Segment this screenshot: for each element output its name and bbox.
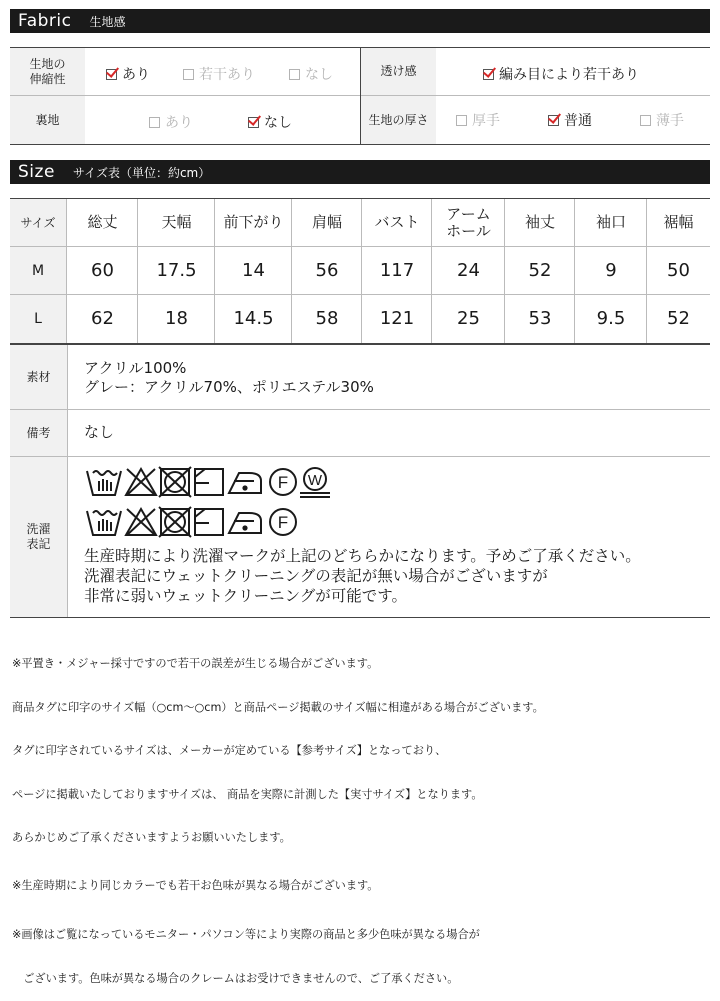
size-value-cell: 62	[91, 308, 114, 329]
hand-wash-30-icon	[87, 511, 121, 535]
lining-option-none: なし	[248, 112, 292, 132]
size-value-cell: 18	[165, 308, 188, 329]
no-bleach-icon	[126, 469, 156, 495]
size-label-m: M	[10, 247, 66, 294]
washing-note-1: 生産時期により洗濯マークが上記のどちらかになります。予めご了承ください。	[84, 547, 641, 565]
footnote-line: ※平置き・メジャー採寸ですので若干の誤差が生じる場合がございます。	[12, 657, 379, 670]
size-value-cell: 50	[667, 260, 690, 281]
size-value-cell: 121	[379, 308, 415, 329]
size-value-cell: 52	[528, 260, 552, 281]
remarks-text: なし	[84, 423, 115, 441]
washing-note-3: 非常に弱いウェットクリーニングが可能です。	[84, 587, 408, 605]
size-column-header: バスト	[374, 213, 420, 231]
thickness-option-thin: 薄手	[640, 110, 684, 130]
size-column-header: 肩幅	[311, 213, 342, 231]
size-column-header: 袖丈	[524, 213, 555, 231]
thickness-option-thick: 厚手	[456, 110, 500, 130]
size-section-header	[10, 160, 710, 184]
iron-low-icon	[229, 473, 261, 493]
care-symbols-row-2	[84, 501, 324, 541]
size-value-cell: 17.5	[156, 260, 197, 281]
checkbox-empty-icon	[289, 69, 300, 80]
footnote-line: あらかじめご了承くださいますようお願いいたします。	[12, 831, 291, 844]
size-value-cell: 117	[379, 260, 415, 281]
size-header-subtitle: サイズ表（単位：約cm）	[72, 165, 211, 180]
size-column-header: 袖口	[595, 213, 626, 231]
checkbox-empty-icon	[640, 115, 651, 126]
size-column-header: 前下がり	[223, 213, 284, 231]
size-value-cell: 60	[91, 260, 114, 281]
washing-label: 洗濯 表記	[26, 522, 51, 551]
no-bleach-icon	[126, 509, 156, 535]
lining-label: 裏地	[10, 96, 85, 144]
fabric-header-subtitle: 生地感	[89, 14, 126, 29]
line-dry-shade-icon	[195, 469, 223, 495]
size-column-header: 総丈	[87, 213, 118, 231]
size-header-title: Size	[18, 162, 55, 182]
dry-clean-f-icon	[270, 469, 296, 495]
checkbox-checked-icon	[248, 117, 259, 128]
size-value-cell: 56	[315, 260, 339, 281]
sheer-label: 透け感	[361, 48, 436, 95]
no-tumble-dry-icon	[159, 467, 191, 497]
sheer-option: 編み目により若干あり	[483, 64, 639, 84]
checkbox-empty-icon	[456, 115, 467, 126]
footnote-line: ページに掲載いたしておりますサイズは、 商品を実際に計測した【実寸サイズ】となります。	[12, 787, 483, 801]
iron-low-icon	[229, 513, 261, 533]
lining-option-yes: あり	[149, 112, 193, 132]
size-value-cell: 53	[528, 308, 552, 329]
thickness-label: 生地の厚さ	[361, 96, 436, 144]
material-line-1: アクリル100%	[84, 359, 187, 377]
size-value-cell: 9.5	[596, 308, 626, 329]
checkbox-empty-icon	[183, 69, 194, 80]
size-column-header: 天幅	[161, 213, 192, 231]
size-table	[10, 198, 710, 344]
stretch-option-none: なし	[289, 64, 333, 84]
size-value-cell: 52	[667, 308, 690, 329]
details-table	[10, 344, 710, 618]
washing-note-2: 洗濯表記にウェットクリーニングの表記が無い場合がございますが	[84, 567, 548, 585]
thickness-option-normal: 普通	[548, 110, 592, 130]
size-label-l: L	[10, 295, 66, 343]
size-value-cell: 14	[242, 260, 265, 281]
stretch-label: 生地の 伸縮性	[10, 48, 85, 95]
size-value-cell: 25	[457, 308, 480, 329]
material-label: 素材	[26, 369, 51, 384]
checkbox-checked-icon	[106, 69, 117, 80]
svg-text:F: F	[277, 513, 289, 532]
fabric-header-title: Fabric	[18, 11, 72, 31]
hand-wash-30-icon	[87, 471, 121, 495]
material-line-2: グレー：アクリル70%、ポリエステル30%	[84, 378, 374, 396]
checkbox-empty-icon	[149, 117, 160, 128]
size-table-corner: サイズ	[10, 199, 66, 246]
footnote-line: ※画像はご覧になっているモニター・パソコン等により実際の商品と多少色味が異なる場合が	[12, 928, 480, 941]
size-column-header: 裾幅	[663, 213, 694, 231]
size-value-cell: 24	[457, 260, 480, 281]
svg-text:W: W	[307, 472, 323, 489]
checkbox-checked-icon	[548, 115, 559, 126]
wet-clean-w-icon	[300, 468, 330, 497]
footnote-line: 商品タグに印字のサイズ幅（○cm〜○cm）と商品ページ掲載のサイズ幅に相違がある場合がございます。	[12, 700, 544, 714]
size-value-cell: 9	[605, 260, 617, 281]
remarks-label: 備考	[26, 425, 51, 440]
stretch-option-slight: 若干あり	[183, 64, 255, 84]
footnotes	[12, 628, 544, 1001]
stretch-option-yes: あり	[106, 64, 150, 84]
footnote-line: ございます。色味が異なる場合のクレームはお受けできませんので、ご了承ください。	[12, 971, 459, 985]
footnote-line: ※生産時期により同じカラーでも若干お色味が異なる場合がございます。	[12, 878, 379, 892]
care-symbols-row-1	[84, 461, 364, 501]
fabric-table	[10, 47, 710, 145]
line-dry-shade-icon	[195, 509, 223, 535]
svg-text:F: F	[277, 473, 289, 492]
checkbox-checked-icon	[483, 69, 494, 80]
size-value-cell: 58	[315, 308, 339, 329]
fabric-section-header	[10, 9, 710, 33]
size-value-cell: 14.5	[233, 308, 274, 329]
dry-clean-f-icon	[270, 509, 296, 535]
no-tumble-dry-icon	[159, 507, 191, 537]
footnote-line: タグに印字されているサイズは、メーカーが定めている【参考サイズ】となっており、	[12, 744, 447, 757]
size-column-header: アーム ホール	[446, 204, 491, 240]
